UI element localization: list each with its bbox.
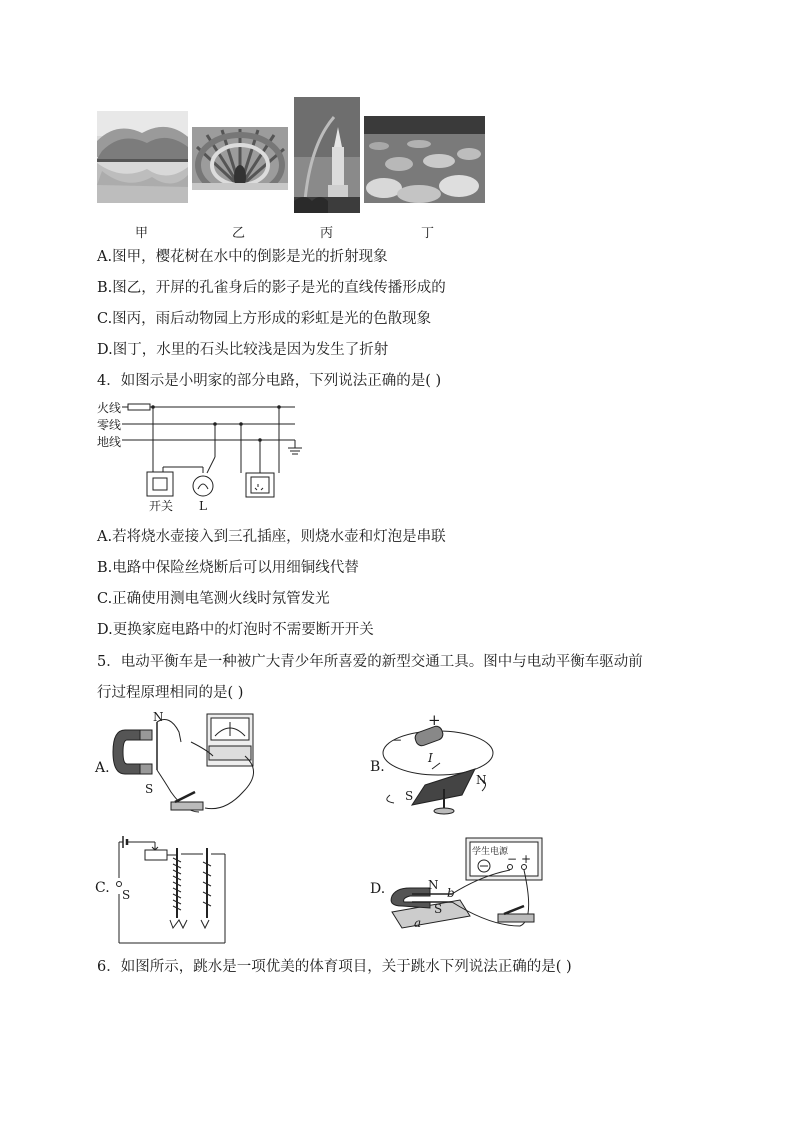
figure-d-tag: D.: [370, 881, 386, 897]
q4-option-c: C.正确使用测电笔测火线时氖管发光: [97, 591, 330, 607]
label-ground-wire: 地线: [97, 435, 122, 449]
figure-d-label-plus: +: [521, 852, 532, 866]
figure-b-oersted: [370, 713, 500, 817]
q4-option-b: B.电路中保险丝烧断后可以用细铜线代替: [97, 560, 359, 576]
photo-rainbow-tower: [294, 97, 360, 213]
figure-d-label-n: N: [428, 878, 439, 892]
household-circuit-diagram: [95, 397, 315, 515]
label-lamp: L: [199, 499, 207, 513]
figure-b-label-plus: +: [428, 711, 441, 729]
figure-b-label-minus: −: [392, 733, 403, 747]
label-live-wire: 火线: [97, 401, 122, 415]
figure-d-label-a: a: [414, 916, 422, 930]
q5-stem-line2: 行过程原理相同的是( ): [97, 685, 244, 701]
figure-d-label-supply: 学生电源: [472, 847, 509, 857]
figure-b-label-s: S: [405, 789, 414, 803]
figure-c-tag: C.: [95, 880, 110, 896]
figure-a-tag: A.: [95, 760, 110, 776]
figure-d-label-minus: −: [507, 852, 518, 866]
photo-river-stones: [364, 116, 485, 203]
q6-stem: 6．如图所示，跳水是一项优美的体育项目，关于跳水下列说法正确的是( ): [97, 959, 572, 975]
figure-a-generator: [95, 712, 265, 820]
figure-c-electromagnets: [95, 828, 245, 946]
q3-option-c: C.图丙，雨后动物园上方形成的彩虹是光的色散现象: [97, 311, 432, 327]
caption-bing: 丙: [320, 226, 334, 241]
figure-d-label-s: S: [434, 902, 443, 916]
figure-d-motor: [370, 836, 550, 936]
photo-cherry-tree-reflection: [97, 111, 188, 203]
q4-option-d: D.更换家庭电路中的灯泡时不需要断开开关: [97, 622, 374, 638]
q4-option-a: A.若将烧水壶接入到三孔插座，则烧水壶和灯泡是串联: [97, 529, 446, 545]
caption-yi: 乙: [232, 226, 246, 241]
q3-option-b: B.图乙，开屏的孔雀身后的影子是光的直线传播形成的: [97, 280, 446, 296]
q5-stem-line1: 5．电动平衡车是一种被广大青少年所喜爱的新型交通工具。图中与电动平衡车驱动前: [97, 654, 643, 670]
caption-ding: 丁: [421, 226, 435, 241]
figure-b-label-current: I: [428, 751, 433, 765]
q3-option-a: A.图甲，樱花树在水中的倒影是光的折射现象: [97, 249, 388, 265]
figure-c-label-s: S: [122, 888, 131, 902]
figure-b-tag: B.: [370, 759, 385, 775]
label-neutral-wire: 零线: [97, 418, 122, 432]
label-switch: 开关: [149, 499, 174, 513]
photo-peacock: [192, 127, 288, 190]
figure-d-label-b: b: [447, 886, 455, 900]
figure-b-label-n: N: [476, 773, 487, 787]
figure-a-label-n: N: [153, 710, 164, 724]
q3-option-d: D.图丁，水里的石头比较浅是因为发生了折射: [97, 342, 389, 358]
q4-stem: 4．如图示是小明家的部分电路，下列说法正确的是( ): [97, 373, 442, 389]
caption-jia: 甲: [135, 226, 149, 241]
figure-a-label-s: S: [145, 782, 154, 796]
